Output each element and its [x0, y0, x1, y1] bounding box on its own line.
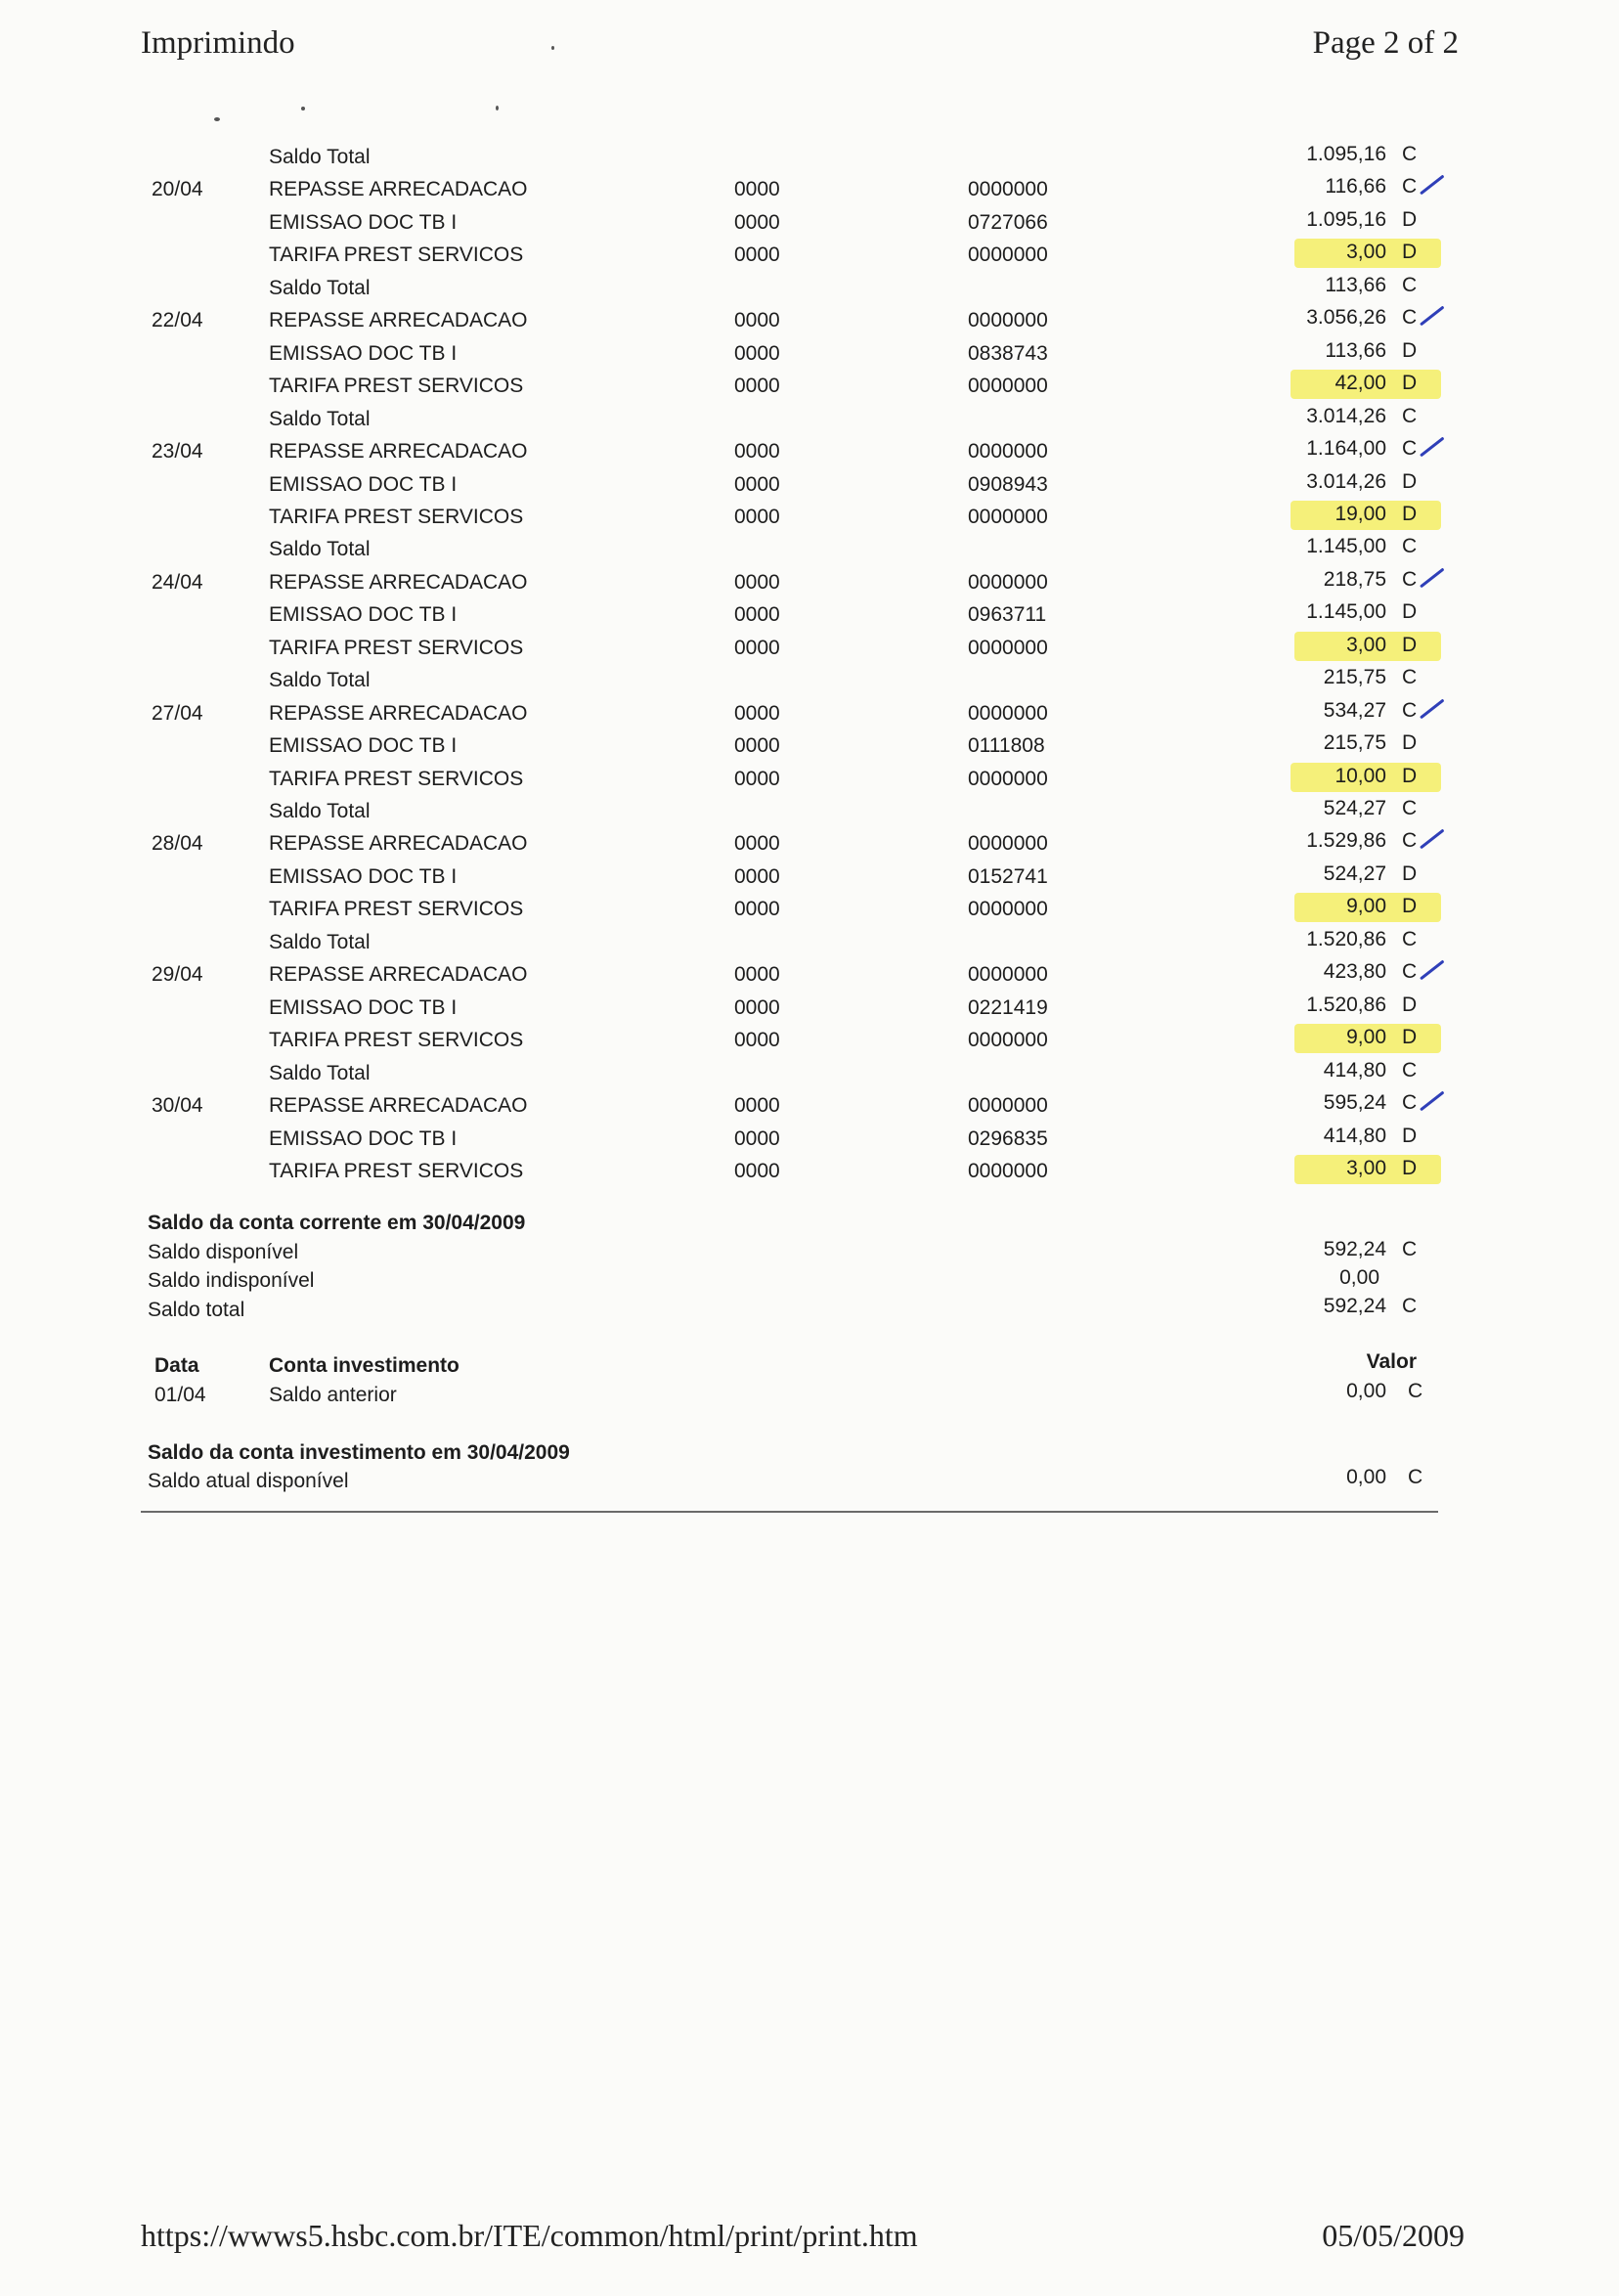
row-amount: 3,00 [1346, 634, 1386, 656]
inv-col-date: Data [154, 1354, 199, 1377]
row-description: TARIFA PREST SERVICOS [269, 1029, 524, 1051]
row-dc: D [1402, 470, 1418, 493]
row-code: 0000 [734, 211, 780, 234]
row-description: REPASSE ARRECADACAO [269, 571, 528, 594]
check-mark [1420, 699, 1444, 720]
row-description: TARIFA PREST SERVICOS [269, 1160, 524, 1182]
row-dc: C [1402, 1059, 1418, 1082]
row-dc: D [1402, 208, 1418, 231]
row-amount: 19,00 [1335, 503, 1386, 525]
row-document: 0000000 [968, 506, 1048, 528]
row-document: 0963711 [968, 603, 1047, 626]
row-dc: D [1402, 503, 1418, 525]
row-code: 0000 [734, 865, 780, 888]
row-code: 0000 [734, 178, 780, 200]
row-code: 0000 [734, 603, 780, 626]
cc-summary-title: Saldo da conta corrente em 30/04/2009 [148, 1212, 526, 1234]
row-amount: 9,00 [1346, 1026, 1386, 1048]
row-code: 0000 [734, 506, 780, 528]
row-dc: C [1402, 960, 1418, 983]
row-dc: D [1402, 731, 1418, 754]
row-dc: D [1402, 993, 1418, 1016]
row-document: 0000000 [968, 375, 1048, 397]
row-amount: 3.014,26 [1306, 470, 1386, 493]
check-mark [1420, 960, 1444, 981]
cc-total-label: Saldo total [148, 1299, 245, 1321]
footer-url: https://wwws5.hsbc.com.br/ITE/common/html/print/print.htm [141, 2218, 918, 2253]
row-description: REPASSE ARRECADACAO [269, 702, 528, 725]
inv-col-value: Valor [1366, 1350, 1417, 1373]
header-title: Imprimindo [141, 25, 295, 61]
check-mark [1420, 829, 1444, 850]
check-mark [1420, 306, 1444, 327]
row-code: 0000 [734, 734, 780, 757]
row-date: 30/04 [152, 1094, 203, 1117]
row-amount: 1.095,16 [1306, 143, 1386, 165]
row-dc: C [1402, 666, 1418, 688]
row-amount: 3,00 [1346, 241, 1386, 263]
row-amount: 113,66 [1325, 274, 1386, 296]
row-dc: C [1402, 175, 1418, 198]
row-document: 0000000 [968, 898, 1048, 920]
row-amount: 414,80 [1323, 1125, 1386, 1147]
row-description: TARIFA PREST SERVICOS [269, 506, 524, 528]
row-dc: D [1402, 241, 1418, 263]
row-dc: C [1402, 143, 1418, 165]
header-page-number: Page 2 of 2 [1312, 25, 1459, 61]
cc-total-dc: C [1402, 1295, 1418, 1317]
row-description: TARIFA PREST SERVICOS [269, 375, 524, 397]
row-dc: D [1402, 339, 1418, 362]
row-code: 0000 [734, 768, 780, 790]
row-document: 0908943 [968, 473, 1048, 496]
row-code: 0000 [734, 963, 780, 986]
row-amount: 534,27 [1323, 699, 1386, 722]
row-code: 0000 [734, 996, 780, 1019]
row-code: 0000 [734, 440, 780, 463]
row-description: REPASSE ARRECADACAO [269, 440, 528, 463]
inv-row-value: 0,00 [1346, 1380, 1386, 1402]
row-dc: D [1402, 862, 1418, 885]
footer-date: 05/05/2009 [1322, 2218, 1465, 2253]
row-amount: 1.529,86 [1306, 829, 1386, 852]
row-date: 27/04 [152, 702, 203, 725]
row-description: EMISSAO DOC TB I [269, 996, 458, 1019]
row-date: 20/04 [152, 178, 203, 200]
row-code: 0000 [734, 571, 780, 594]
row-code: 0000 [734, 309, 780, 331]
row-document: 0000000 [968, 571, 1048, 594]
cc-available-dc: C [1402, 1238, 1418, 1260]
row-document: 0000000 [968, 243, 1048, 266]
cc-total-value: 592,24 [1323, 1295, 1386, 1317]
row-dc: C [1402, 829, 1418, 852]
inv-summary-label: Saldo atual disponível [148, 1470, 349, 1492]
row-document: 0000000 [968, 1160, 1048, 1182]
inv-summary-dc: C [1408, 1466, 1423, 1488]
row-code: 0000 [734, 898, 780, 920]
row-description: Saldo Total [269, 800, 371, 822]
row-description: TARIFA PREST SERVICOS [269, 243, 524, 266]
row-code: 0000 [734, 375, 780, 397]
row-dc: D [1402, 1125, 1418, 1147]
inv-col-account: Conta investimento [269, 1354, 459, 1377]
bottom-divider [141, 1511, 1438, 1513]
row-document: 0000000 [968, 702, 1048, 725]
row-description: EMISSAO DOC TB I [269, 734, 458, 757]
row-amount: 1.145,00 [1306, 535, 1386, 557]
row-description: REPASSE ARRECADACAO [269, 1094, 528, 1117]
row-description: REPASSE ARRECADACAO [269, 178, 528, 200]
row-dc: C [1402, 928, 1418, 950]
row-amount: 113,66 [1325, 339, 1386, 362]
row-document: 0152741 [968, 865, 1048, 888]
row-amount: 218,75 [1323, 568, 1386, 591]
inv-row-desc: Saldo anterior [269, 1384, 397, 1406]
row-description: Saldo Total [269, 146, 371, 168]
row-dc: C [1402, 437, 1418, 460]
row-code: 0000 [734, 243, 780, 266]
row-date: 23/04 [152, 440, 203, 463]
row-description: Saldo Total [269, 931, 371, 953]
row-description: Saldo Total [269, 669, 371, 691]
row-document: 0727066 [968, 211, 1048, 234]
row-document: 0000000 [968, 832, 1048, 855]
row-dc: C [1402, 405, 1418, 427]
scan-speck [496, 106, 499, 110]
row-code: 0000 [734, 1127, 780, 1150]
row-code: 0000 [734, 1029, 780, 1051]
row-date: 29/04 [152, 963, 203, 986]
row-document: 0000000 [968, 440, 1048, 463]
row-date: 28/04 [152, 832, 203, 855]
row-document: 0221419 [968, 996, 1048, 1019]
scan-speck [301, 107, 305, 110]
row-description: TARIFA PREST SERVICOS [269, 898, 524, 920]
row-code: 0000 [734, 637, 780, 659]
row-amount: 215,75 [1323, 666, 1386, 688]
row-amount: 3.056,26 [1306, 306, 1386, 329]
row-dc: C [1402, 1091, 1418, 1114]
row-dc: D [1402, 634, 1418, 656]
row-amount: 414,80 [1323, 1059, 1386, 1082]
row-description: Saldo Total [269, 538, 371, 560]
row-amount: 1.145,00 [1306, 600, 1386, 623]
check-mark [1420, 437, 1444, 458]
row-date: 24/04 [152, 571, 203, 594]
row-dc: C [1402, 568, 1418, 591]
inv-summary-value: 0,00 [1346, 1466, 1386, 1488]
scan-speck [214, 117, 220, 121]
row-description: REPASSE ARRECADACAO [269, 309, 528, 331]
row-description: Saldo Total [269, 408, 371, 430]
row-dc: C [1402, 797, 1418, 819]
row-amount: 1.095,16 [1306, 208, 1386, 231]
row-dc: D [1402, 1026, 1418, 1048]
row-code: 0000 [734, 342, 780, 365]
cc-available-value: 592,24 [1323, 1238, 1386, 1260]
row-document: 0838743 [968, 342, 1048, 365]
row-dc: D [1402, 1157, 1418, 1179]
row-document: 0111808 [968, 734, 1045, 757]
row-description: TARIFA PREST SERVICOS [269, 768, 524, 790]
row-code: 0000 [734, 702, 780, 725]
row-description: EMISSAO DOC TB I [269, 473, 458, 496]
row-dc: C [1402, 699, 1418, 722]
inv-row-dc: C [1408, 1380, 1423, 1402]
row-code: 0000 [734, 1094, 780, 1117]
row-document: 0000000 [968, 1094, 1048, 1117]
row-description: TARIFA PREST SERVICOS [269, 637, 524, 659]
row-document: 0000000 [968, 178, 1048, 200]
row-amount: 3.014,26 [1306, 405, 1386, 427]
check-mark [1420, 175, 1444, 196]
row-description: Saldo Total [269, 277, 371, 299]
row-code: 0000 [734, 832, 780, 855]
row-amount: 1.520,86 [1306, 928, 1386, 950]
row-amount: 524,27 [1323, 862, 1386, 885]
row-amount: 215,75 [1323, 731, 1386, 754]
row-dc: C [1402, 535, 1418, 557]
check-mark [1420, 568, 1444, 589]
row-dc: D [1402, 600, 1418, 623]
row-amount: 10,00 [1335, 765, 1386, 787]
cc-available-label: Saldo disponível [148, 1241, 299, 1263]
row-description: EMISSAO DOC TB I [269, 603, 458, 626]
cc-unavailable-label: Saldo indisponível [148, 1269, 315, 1292]
row-code: 0000 [734, 473, 780, 496]
row-description: Saldo Total [269, 1062, 371, 1084]
scan-speck [551, 46, 554, 50]
row-description: REPASSE ARRECADACAO [269, 832, 528, 855]
row-amount: 524,27 [1323, 797, 1386, 819]
row-document: 0000000 [968, 963, 1048, 986]
row-amount: 1.520,86 [1306, 993, 1386, 1016]
row-amount: 3,00 [1346, 1157, 1386, 1179]
row-amount: 9,00 [1346, 895, 1386, 917]
check-mark [1420, 1091, 1444, 1112]
row-amount: 42,00 [1335, 372, 1386, 394]
row-code: 0000 [734, 1160, 780, 1182]
row-amount: 595,24 [1323, 1091, 1386, 1114]
row-dc: C [1402, 306, 1418, 329]
row-dc: D [1402, 765, 1418, 787]
row-document: 0000000 [968, 768, 1048, 790]
row-description: EMISSAO DOC TB I [269, 342, 458, 365]
inv-row-date: 01/04 [154, 1384, 206, 1406]
row-description: REPASSE ARRECADACAO [269, 963, 528, 986]
row-dc: D [1402, 895, 1418, 917]
row-date: 22/04 [152, 309, 203, 331]
row-document: 0000000 [968, 1029, 1048, 1051]
cc-unavailable-value: 0,00 [1339, 1266, 1379, 1289]
row-description: EMISSAO DOC TB I [269, 211, 458, 234]
row-dc: C [1402, 274, 1418, 296]
row-amount: 116,66 [1325, 175, 1386, 198]
row-dc: D [1402, 372, 1418, 394]
row-description: EMISSAO DOC TB I [269, 865, 458, 888]
inv-summary-title: Saldo da conta investimento em 30/04/2009 [148, 1441, 570, 1464]
row-amount: 1.164,00 [1306, 437, 1386, 460]
row-document: 0000000 [968, 309, 1048, 331]
row-description: EMISSAO DOC TB I [269, 1127, 458, 1150]
row-document: 0296835 [968, 1127, 1048, 1150]
row-document: 0000000 [968, 637, 1048, 659]
row-amount: 423,80 [1323, 960, 1386, 983]
